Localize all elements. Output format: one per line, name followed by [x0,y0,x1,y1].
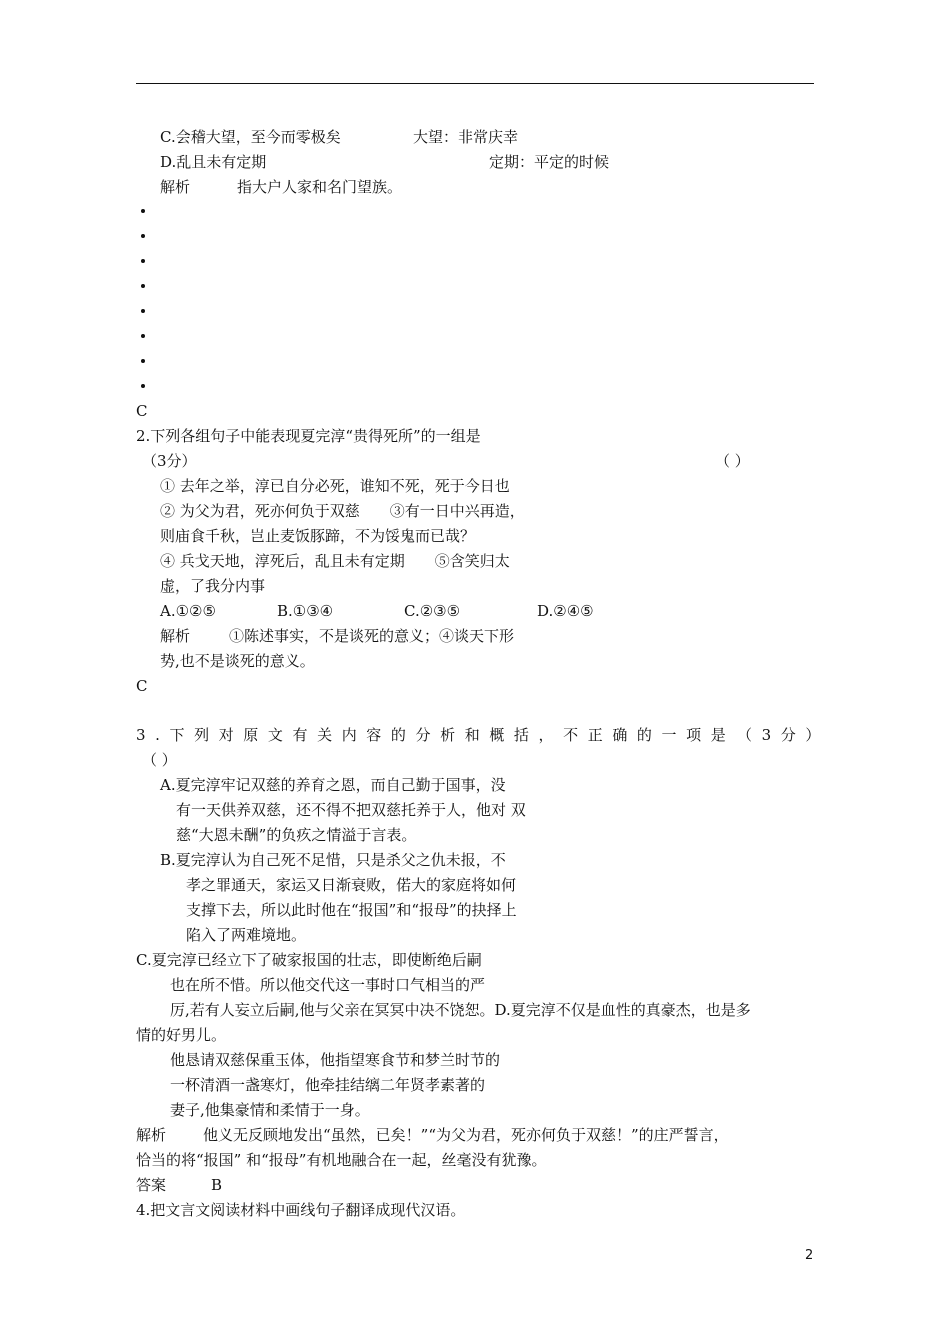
question-3-explanation: 他义无反顾地发出“虽然，已矣！”“为父为君，死亦何负于双慈！”的庄严誓言， [203,1126,729,1144]
answer-3-label: 答案 [136,1176,167,1194]
answer-3: B [211,1176,223,1194]
question-3-option-d-3: 妻子,他集豪情和柔情于一身。 [170,1101,370,1119]
question-3-option-a-2: 有一天供养双慈，还不得不把双慈托养于人，他对 双 [176,801,526,819]
question-4: 4.把文言文阅读材料中画线句子翻译成现代汉语。 [136,1201,466,1219]
question-3-option-b-4: 陷入了两难境地。 [186,926,307,944]
question-2-item-2: ② 为父为君，死亦何负于双慈 ③有一日中兴再造， [160,502,525,520]
option-c: C.会稽大望，至今而零极矣 [160,128,341,146]
answer-1: C [136,402,148,420]
question-2-explanation-label: 解析 [160,627,191,645]
question-3-option-d-1: 他恳请双慈保重玉体，他指望寒食节和梦兰时节的 [170,1051,501,1069]
question-3-option-c-2: 也在所不惜。所以他交代这一事时口气相当的严 [170,976,486,994]
answer-2: C [136,677,148,695]
question-2-item-5: 虚，了我分内事 [160,577,266,595]
header-rule [136,83,814,84]
bullet [141,384,145,388]
question-3-option-b-3: 支撑下去，所以此时他在“报国”和“报母”的抉择上 [186,901,517,919]
question-3-option-c-4: 情的好男儿。 [136,1026,227,1044]
question-2-item-4: ④ 兵戈天地，淳死后，乱且未有定期 ⑤含笑归太 [160,552,510,570]
question-2-choice-a: A.①②⑤ [160,602,216,620]
question-2: 2.下列各组句子中能表现夏完淳“贵得死所”的一组是 [136,427,481,445]
question-2-score: （3分） [142,452,197,470]
option-d: D.乱且未有定期 [160,153,267,171]
question-3-answer-blank: （ ） [142,751,177,769]
question-3-explanation-cont: 恰当的将“报国” 和“报母”有机地融合在一起，丝毫没有犹豫。 [136,1151,547,1169]
option-c-gloss: 大望：非常庆幸 [413,128,519,146]
question-3-option-b-1: B.夏完淳认为自己死不足惜，只是杀父之仇未报，不 [160,851,506,869]
question-3-option-b-2: 孝之罪通天，家运又日渐衰败，偌大的家庭将如何 [186,876,517,894]
question-3-score: （3分） [737,726,830,744]
question-3-option-a-1: A.夏完淳牢记双慈的养育之恩，而自己勤于国事，没 [160,776,506,794]
question-3-option-d-2: 一杯清酒一盏寒灯，他牵挂结缡二年贤孝素著的 [170,1076,486,1094]
option-d-gloss: 定期：平定的时候 [489,153,610,171]
bullet [141,284,145,288]
question-2-choice-c: C.②③⑤ [404,602,461,620]
explanation-text: 指大户人家和名门望族。 [237,178,403,196]
question-2-answer-blank: （ ） [715,452,750,470]
question-2-explanation: ①陈述事实，不是谈死的意义；④谈天下形 [229,627,515,645]
question-3-option-c-1: C.夏完淳已经立下了破家报国的壮志，即使断绝后嗣 [136,951,482,969]
question-3-option-a-3: 慈“大恩未酬”的负疚之情溢于言表。 [176,826,417,844]
question-2-item-1: ① 去年之举，淳已自分必死，谁知不死，死于今日也 [160,477,510,495]
bullet [141,359,145,363]
question-3: 3.下列对原文有关内容的分析和概括，不正确的一项是 [136,726,736,744]
bullet [141,259,145,263]
page-number: 2 [805,1248,814,1263]
question-2-item-3: 则庙食千秋，岂止麦饭豚蹄，不为馁鬼而已哉？ [160,527,476,545]
explanation-label: 解析 [160,178,191,196]
bullet [141,209,145,213]
question-2-choice-b: B.①③④ [277,602,334,620]
bullet [141,334,145,338]
bullet [141,309,145,313]
question-3-option-c-3: 厉,若有人妄立后嗣,他与父亲在冥冥中决不饶恕。D.夏完淳不仅是血性的真豪杰，也是多 [170,1001,751,1019]
question-2-explanation-cont: 势,也不是谈死的意义。 [160,652,315,670]
question-2-choice-d: D.②④⑤ [537,602,594,620]
question-3-explanation-label: 解析 [136,1126,167,1144]
bullet [141,234,145,238]
